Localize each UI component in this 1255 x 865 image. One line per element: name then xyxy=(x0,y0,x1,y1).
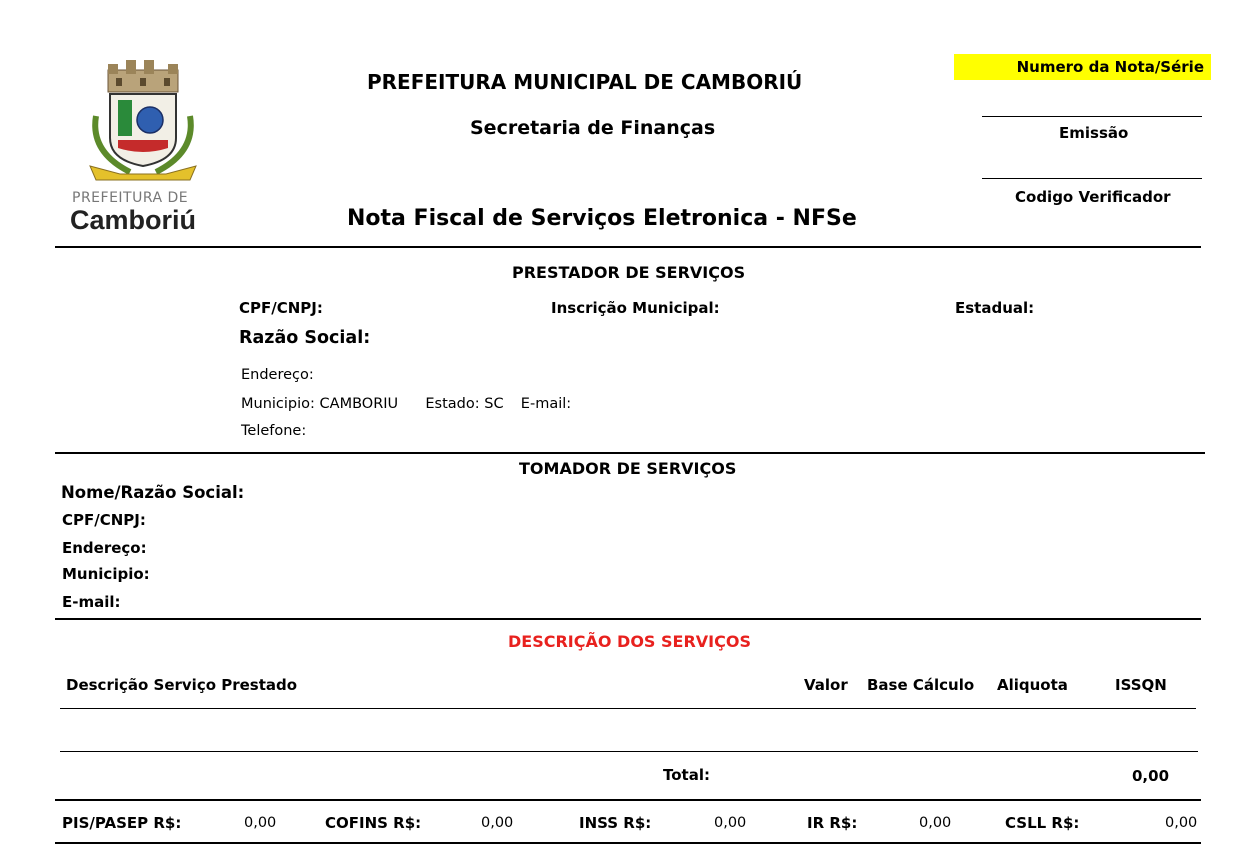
emissao-rule xyxy=(982,116,1202,117)
prestador-estado-label: Estado: xyxy=(425,396,480,412)
document-title: Nota Fiscal de Serviços Eletronica - NFSe xyxy=(347,206,857,231)
servicos-section-title: DESCRIÇÃO DOS SERVIÇOS xyxy=(508,632,751,651)
header-divider xyxy=(55,246,1201,248)
logo-caption-city: Camboriú xyxy=(70,205,197,235)
col-aliquota: Aliquota xyxy=(997,676,1068,694)
prestador-municipio-label: Municipio: xyxy=(241,396,315,412)
col-issqn: ISSQN xyxy=(1115,676,1167,694)
tomador-nome-label: Nome/Razão Social: xyxy=(61,483,245,502)
total-value: 0,00 xyxy=(1132,767,1170,785)
inss-label: INSS R$: xyxy=(579,814,652,832)
pis-value: 0,00 xyxy=(244,815,277,831)
tomador-divider xyxy=(55,618,1201,620)
tomador-endereco-label: Endereço: xyxy=(62,539,147,557)
page-subtitle: Secretaria de Finanças xyxy=(470,117,716,139)
col-valor: Valor xyxy=(804,676,848,694)
prestador-email-label: E-mail: xyxy=(520,396,572,412)
csll-label: CSLL R$: xyxy=(1005,814,1080,832)
tomador-cpf-label: CPF/CNPJ: xyxy=(62,511,146,529)
cofins-label: COFINS R$: xyxy=(325,814,422,832)
coat-of-arms-icon xyxy=(60,56,220,186)
servicos-header-rule xyxy=(60,708,1196,709)
total-divider xyxy=(55,799,1201,801)
tomador-email-label: E-mail: xyxy=(62,593,121,611)
impostos-divider xyxy=(55,842,1201,844)
prestador-section-title: PRESTADOR DE SERVIÇOS xyxy=(512,263,746,282)
cofins-value: 0,00 xyxy=(481,815,514,831)
prestador-inscricao-label: Inscrição Municipal: xyxy=(551,299,720,317)
servicos-body-rule xyxy=(60,751,1198,752)
pis-label: PIS/PASEP R$: xyxy=(62,814,182,832)
prestador-estadual-label: Estadual: xyxy=(955,299,1035,317)
logo-caption-top: PREFEITURA DE xyxy=(72,190,189,206)
total-label: Total: xyxy=(663,766,710,784)
prestador-razao-label: Razão Social: xyxy=(239,328,371,348)
ir-label: IR R$: xyxy=(807,814,858,832)
codigo-rule xyxy=(982,178,1202,179)
col-descricao: Descrição Serviço Prestado xyxy=(66,676,298,694)
prestador-municipio-value: CAMBORIU xyxy=(319,396,399,412)
tomador-municipio-label: Municipio: xyxy=(62,565,150,583)
nota-number-label: Numero da Nota/Série xyxy=(1016,58,1204,76)
csll-value: 0,00 xyxy=(1165,815,1198,831)
prestador-divider xyxy=(55,452,1205,454)
prestador-estado-value: SC xyxy=(484,396,504,412)
prestador-cpf-label: CPF/CNPJ: xyxy=(239,299,323,317)
emissao-label: Emissão xyxy=(1059,124,1129,142)
tomador-section-title: TOMADOR DE SERVIÇOS xyxy=(519,459,737,478)
prestador-telefone-label: Telefone: xyxy=(241,423,307,439)
ir-value: 0,00 xyxy=(919,815,952,831)
inss-value: 0,00 xyxy=(714,815,747,831)
page-title: PREFEITURA MUNICIPAL DE CAMBORIÚ xyxy=(367,70,803,94)
prestador-municipio-line xyxy=(241,396,571,412)
col-base-calculo: Base Cálculo xyxy=(867,676,975,694)
prestador-endereco-label: Endereço: xyxy=(241,367,314,383)
codigo-verificador-label: Codigo Verificador xyxy=(1015,188,1171,206)
